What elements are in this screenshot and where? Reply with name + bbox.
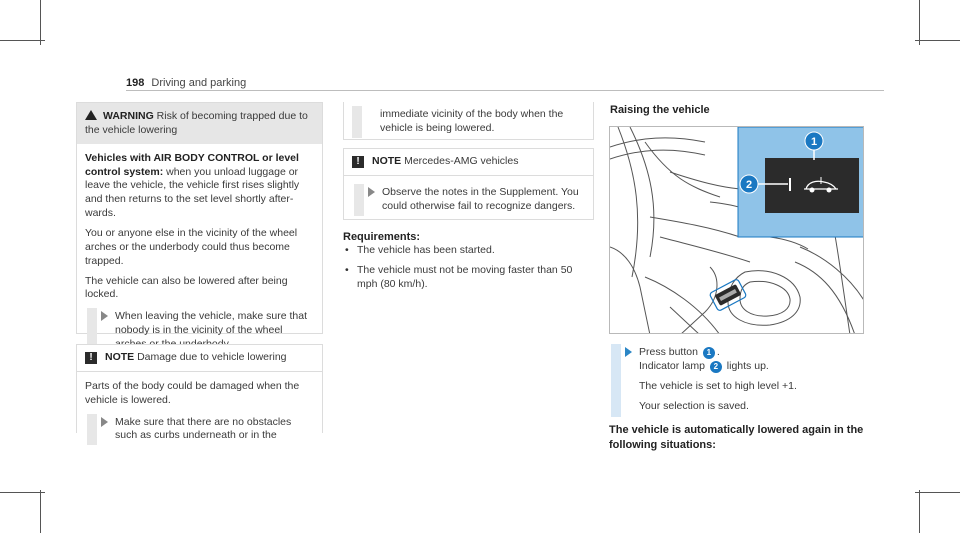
note-body — [77, 372, 322, 453]
page-number: 198 — [126, 77, 145, 89]
note-amg-step — [354, 184, 585, 216]
callout-1-badge: 1 — [703, 347, 715, 359]
press-text-end: . — [716, 346, 720, 358]
result-text-2: Your selection is saved. — [639, 399, 749, 412]
note-title: Damage due to vehicle lowering — [137, 351, 287, 363]
requirements-title: Requirements: — [343, 231, 421, 243]
note-continued-text: immediate vicinity of the body when the vehicle is being lowered. — [380, 108, 564, 134]
console-illustration — [609, 126, 864, 334]
page-header — [126, 76, 246, 91]
indicator-text-end: lights up. — [726, 359, 769, 372]
result-text-1: The vehicle is set to high level +1. — [639, 379, 797, 392]
raising-step — [611, 344, 869, 417]
warning-label: WARNING — [103, 110, 154, 122]
step-arrow-icon — [101, 311, 108, 321]
note-continued-step — [352, 106, 585, 138]
note-amg-label: NOTE — [372, 155, 402, 167]
note-label: NOTE — [105, 351, 135, 363]
exclamation-icon: ! — [352, 156, 364, 168]
crop-mark — [40, 0, 41, 45]
note-box-continued — [343, 102, 594, 140]
note-text: Parts of the body could be damaged when the vehicle is lowered. — [85, 379, 300, 406]
center-console-drawing — [610, 127, 864, 334]
raising-title: Raising the vehicle — [610, 104, 710, 116]
press-text: Press button — [639, 346, 698, 358]
exclamation-icon: ! — [85, 352, 97, 364]
step-arrow-icon — [625, 347, 632, 357]
auto-lower-title: The vehicle is automatically lowered again in the following situations: — [609, 424, 864, 451]
callout-2-badge: 2 — [710, 361, 722, 373]
step-arrow-icon — [368, 187, 375, 197]
note-step-text: Make sure that there are no obstacles such as curbs underneath or in the — [115, 415, 292, 442]
section-title: Driving and parking — [151, 77, 247, 89]
requirement-item: • The vehicle has been started. — [345, 244, 590, 258]
note-amg-header — [344, 149, 593, 176]
note-header — [77, 345, 322, 372]
note-box-amg — [343, 148, 594, 220]
raising-instructions — [609, 344, 869, 452]
crop-mark — [0, 492, 45, 493]
warning-title: Risk of becoming trapped due to the vehicle lowering — [85, 110, 308, 136]
warning-header — [77, 103, 322, 144]
callout-2-label: 2 — [745, 179, 753, 191]
warning-step-text: When leaving the vehicle, make sure that nobody is in the vicinity of the wheel — [115, 310, 308, 337]
warning-heading: Vehicles with AIR BODY CONTROL or level control system: — [85, 151, 299, 178]
warning-text-1: when you unload luggage or leave the vehicle, the vehicle first rises slightly and then returns to the set level shortly after-wards. — [85, 165, 300, 220]
warning-body — [77, 144, 322, 362]
header-rule — [126, 90, 884, 91]
crop-mark — [919, 0, 920, 45]
crop-mark — [40, 490, 41, 533]
requirement-item: • The vehicle must not be moving faster than 50 mph (80 km/h). — [345, 264, 590, 292]
warning-triangle-icon — [85, 110, 97, 120]
note-box-damage — [76, 344, 323, 442]
note-step — [87, 414, 314, 446]
note-amg-title: Mercedes-AMG vehicles — [404, 155, 519, 167]
warning-box — [76, 102, 323, 337]
callout-1-label: 1 — [810, 136, 818, 148]
crop-mark — [915, 492, 960, 493]
crop-mark — [0, 40, 45, 41]
crop-mark — [915, 40, 960, 41]
requirements-list — [345, 244, 590, 298]
note-amg-step-text: Observe the notes in the Supplement. You could otherwise fail to recognize dangers. — [382, 185, 579, 212]
crop-mark — [919, 490, 920, 533]
indicator-text: Indicator lamp — [639, 359, 705, 372]
warning-text-2: You or anyone else in the vicinity of the wheel arches or the underbody could thus become trapped. — [85, 227, 298, 267]
note-amg-body — [344, 176, 593, 224]
step-arrow-icon — [101, 417, 108, 427]
warning-text-3: The vehicle can also be lowered after being locked. — [85, 274, 288, 301]
